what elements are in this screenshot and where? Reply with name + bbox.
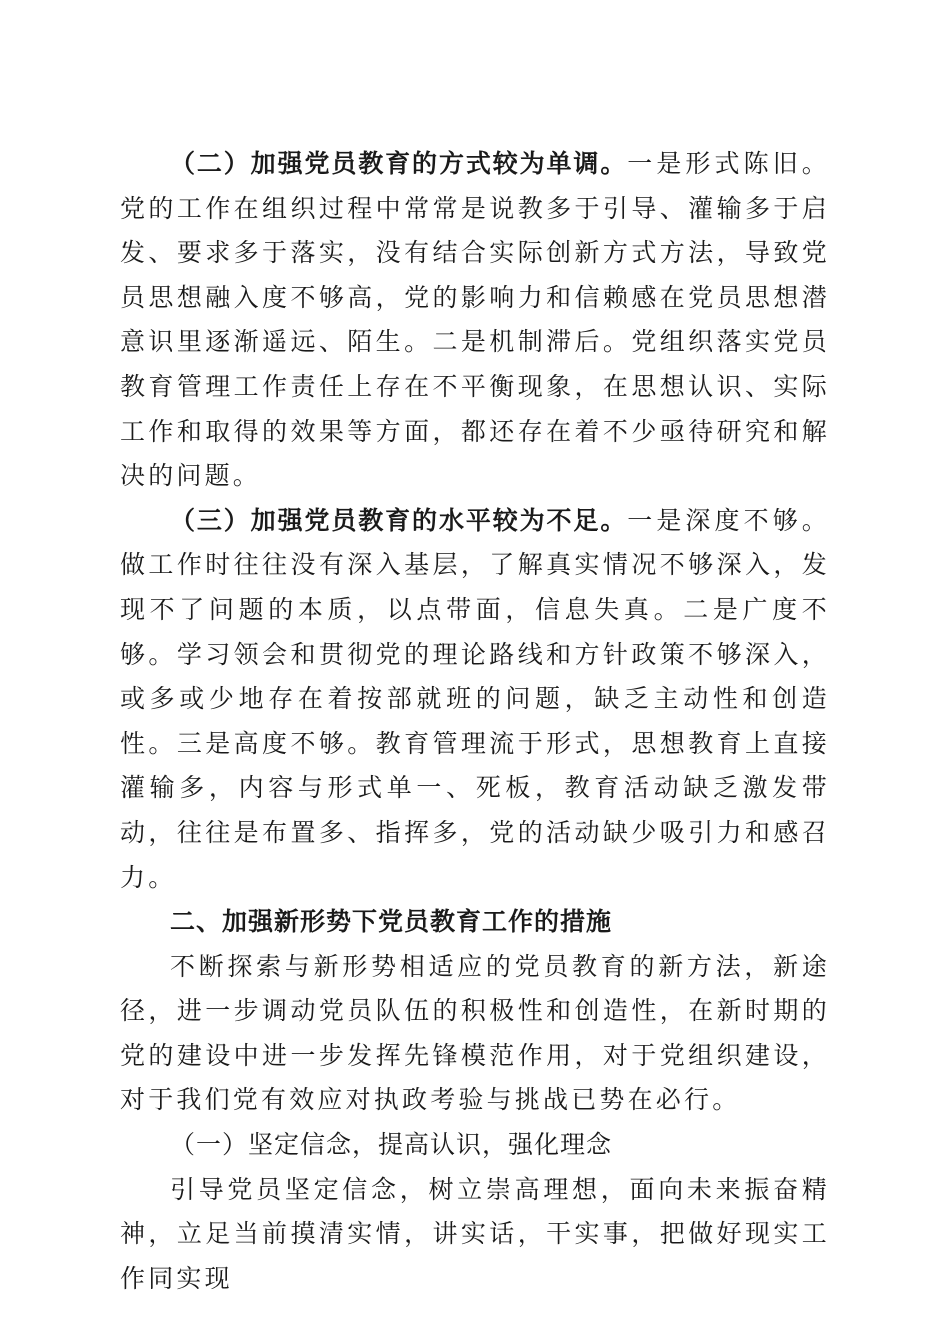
paragraph-lead: （二）加强党员教育的方式较为单调。 — [170, 149, 628, 178]
paragraph-level-insufficient — [120, 499, 830, 900]
paragraph-measures-intro: 不断探索与新形势相适应的党员教育的新方法，新途径，进一步调动党员队伍的积极性和创造性，在新时期的党的建设中进一步发挥先锋模范作用，对于党组织建设，对于我们党有效应对执政考验与挑战已势在必行。 — [120, 951, 830, 1115]
paragraph-text: 一是形式陈旧。党的工作在组织过程中常常是说教多于引导、灌输多于启发、要求多于落实，没有结合实际创新方式方法，导致党员思想融入度不够高，党的影响力和信赖感在党员思想潜意识里逐渐遥远、陌生。二是机制滞后。党组织落实党员教育管理工作责任上存在不平衡现象，在思想认识、实际工作和取得的效果等方面，都还存在着不少亟待研究和解决的问题。 — [120, 149, 830, 491]
subsection-heading: （一）坚定信念，提高认识，强化理念 — [170, 1130, 613, 1160]
paragraph-method-monotonous — [120, 142, 830, 499]
paragraph-lead: （三）加强党员教育的水平较为不足。 — [170, 505, 628, 535]
document-body — [120, 142, 830, 1301]
section-heading: 二、加强新形势下党员教育工作的措施 — [170, 907, 613, 937]
paragraph-firm-belief: 引导党员坚定信念，树立崇高理想，面向未来振奋精神，立足当前摸清实情，讲实话，干实事，把做好现实工作同实现 — [120, 1174, 830, 1293]
paragraph-text: 一是深度不够。做工作时往往没有深入基层，了解真实情况不够深入，发现不了问题的本质，以点带面，信息失真。二是广度不够。学习领会和贯彻党的理论路线和方针政策不够深入，或多或少地存在着按部就班的问题，缺乏主动性和创造性。三是高度不够。教育管理流于形式，思想教育上直接灌输多，内容与形式单一、死板，教育活动缺乏激发带动，往往是布置多、指挥多，党的活动缺少吸引力和感召力。 — [120, 505, 830, 892]
